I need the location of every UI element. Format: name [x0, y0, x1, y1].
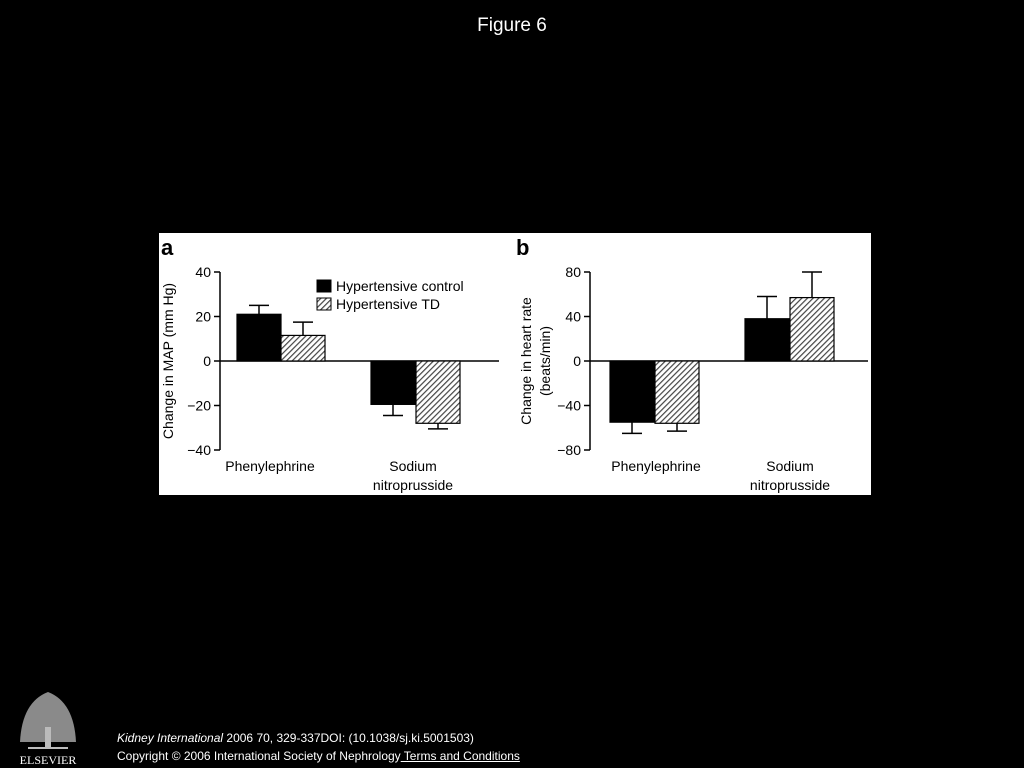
tree-trunk-icon: [45, 727, 51, 749]
legend-swatch-control: [317, 280, 331, 292]
legend-swatch-td: [317, 298, 331, 310]
copyright-text: Copyright © 2006 International Society of Nephrology: [117, 749, 401, 763]
category-label-b-1: Sodium: [766, 458, 814, 474]
bar-chart-figure: [159, 233, 871, 495]
citation-details: 2006 70, 329-337DOI: (10.1038/sj.ki.5001503): [223, 731, 474, 745]
citation: [117, 731, 474, 745]
y-tick-label-b: −40: [557, 397, 581, 414]
bar-b-series0-cat0: [610, 361, 654, 422]
category-label-b-1: nitroprusside: [749, 477, 831, 493]
panel-a-letter: a: [161, 235, 174, 260]
y-tick-label-a: −40: [187, 442, 211, 458]
elsevier-logo: [10, 682, 86, 768]
bar-b-series0-cat1: [745, 319, 789, 361]
category-label-b-0: Phenylephrine: [611, 458, 701, 474]
bar-a-series1-cat1: [416, 361, 460, 423]
y-tick-label-b: 80: [565, 264, 581, 280]
bar-b-series1-cat0: [655, 361, 699, 423]
y-tick-label-a: 0: [203, 353, 211, 369]
category-label-a-0: Phenylephrine: [225, 458, 315, 474]
y-tick-label-b: 0: [573, 353, 581, 369]
figure-panel: [159, 233, 871, 495]
category-label-a-1: nitroprusside: [372, 477, 454, 493]
y-tick-label-b: −80: [557, 442, 581, 458]
figure-title: Figure 6: [477, 15, 547, 36]
chart-panel-b: [518, 264, 868, 493]
legend-label-control: Hypertensive control: [336, 278, 464, 294]
legend: [317, 278, 464, 312]
bar-a-series0-cat0: [237, 314, 281, 361]
y-tick-label-a: −20: [187, 397, 211, 414]
y-tick-label-b: 40: [565, 308, 581, 325]
logo-wordmark: ELSEVIER: [19, 753, 77, 767]
terms-and-conditions-link[interactable]: Terms and Conditions: [400, 749, 520, 763]
bar-a-series0-cat1: [371, 361, 415, 404]
y-axis-label-b: (beats/min): [537, 325, 553, 397]
y-tick-label-a: 40: [195, 264, 211, 280]
bar-a-series1-cat0: [281, 335, 325, 361]
bar-b-series1-cat1: [790, 298, 834, 361]
y-tick-label-a: 20: [195, 308, 211, 325]
y-axis-label-a: Change in MAP (mm Hg): [160, 282, 176, 440]
journal-name: Kidney International: [117, 731, 224, 745]
category-label-a-1: Sodium: [389, 458, 437, 474]
legend-label-td: Hypertensive TD: [336, 296, 441, 312]
panel-b-letter: b: [516, 235, 530, 260]
y-axis-label-b: Change in heart rate: [518, 297, 534, 425]
copyright-line: [117, 749, 520, 763]
